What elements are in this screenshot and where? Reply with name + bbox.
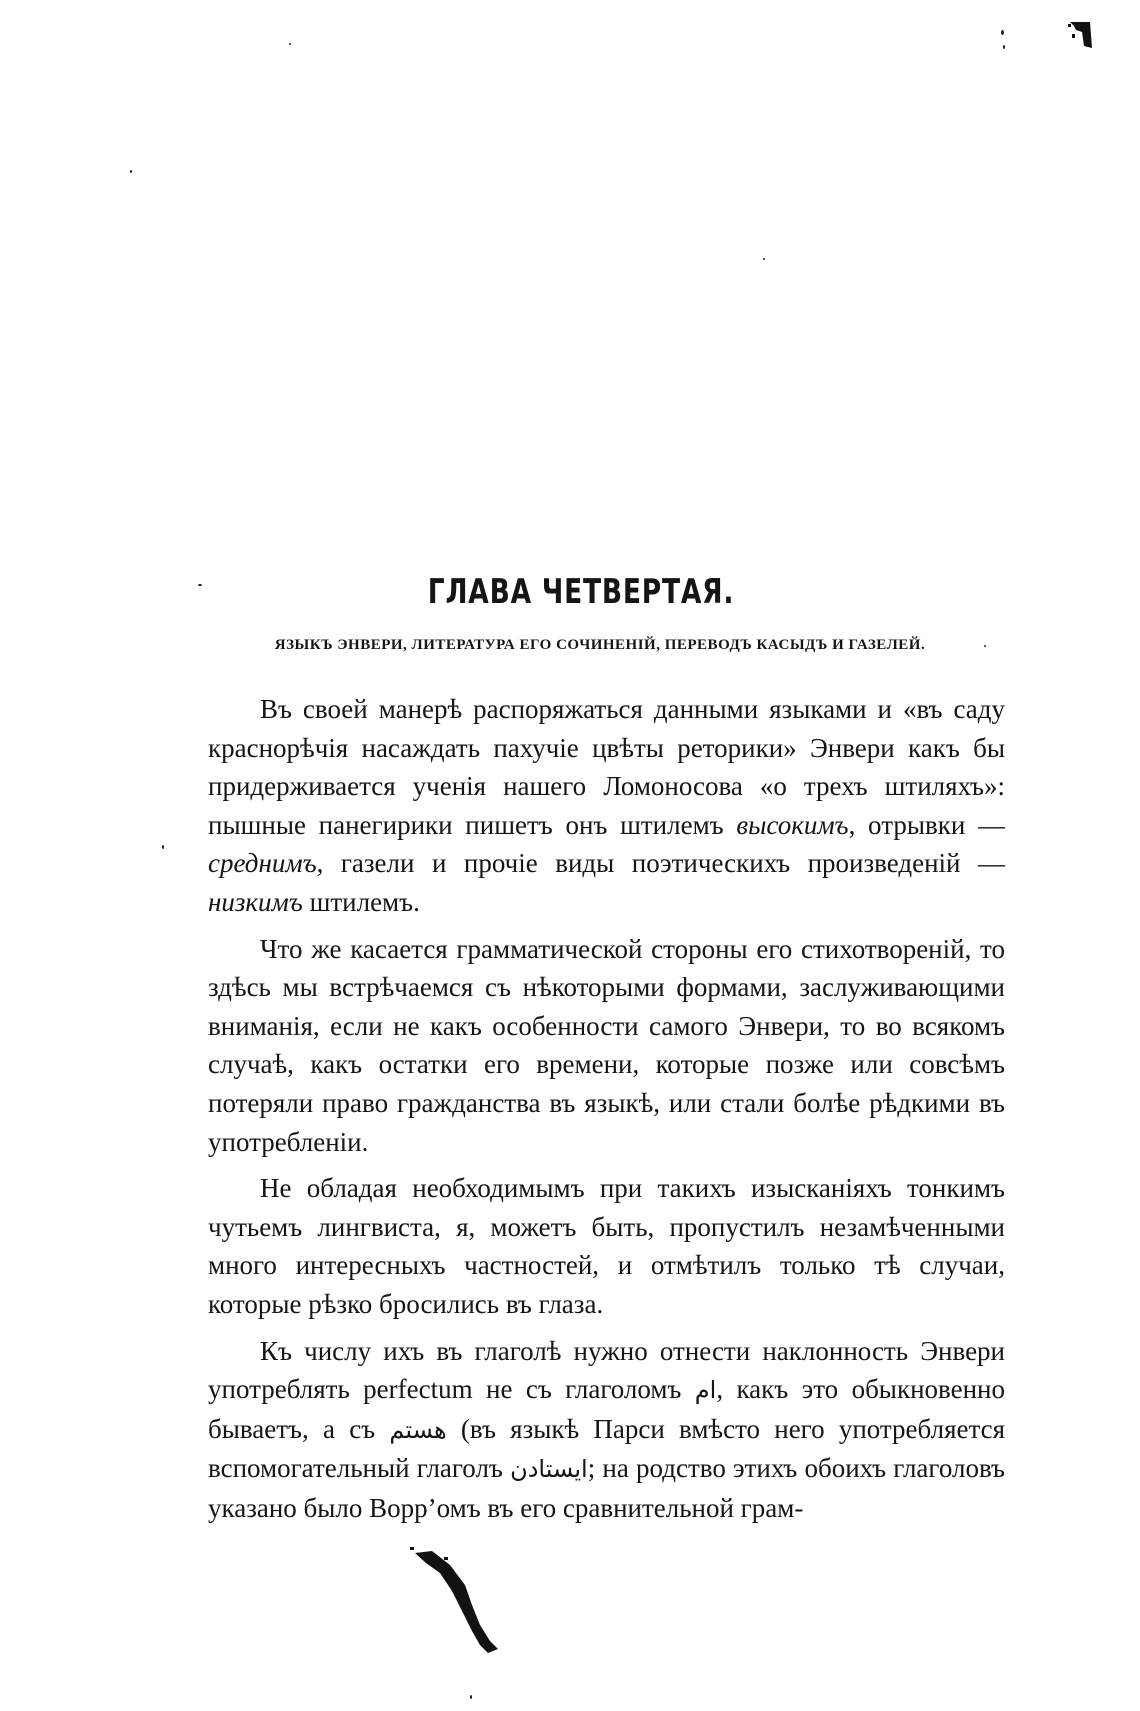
italic-term: низкимъ xyxy=(208,886,303,917)
scan-speck xyxy=(289,43,291,45)
paragraph-4: Къ числу ихъ въ глаголѣ нужно отнести наклонность Энвери употреблять perfectum не съ глаголомъ ام, какъ это обыкновенно бываетъ, а съ هستم (въ языкѣ Парси вмѣсто него употребляется вспомогательный глаголъ ایستادن; на родство этихъ обоихъ глаголовъ указано было Bopp’омъ въ его сравнительной грам- xyxy=(208,1335,1005,1523)
scan-speck xyxy=(1001,30,1004,35)
scan-speck xyxy=(470,1695,472,1699)
paragraph-1: Въ своей манерѣ распоряжаться данными языками и «въ саду краснорѣчія насаждать пахучіе цвѣты реторики» Энвери какъ бы придерживается ученія нашего Ломоносова «о трехъ штиляхъ»: пышные панегирики пишетъ онъ штилемъ высокимъ, отрывки — среднимъ, газели и прочіе виды поэтическихъ произведеній — низкимъ штилемъ. xyxy=(208,694,1006,917)
scan-speck xyxy=(763,258,765,260)
scan-speck xyxy=(130,170,132,173)
scan-artifact-smudge xyxy=(410,1545,520,1655)
italic-term: высокимъ xyxy=(736,809,849,840)
arabic-word: هستم xyxy=(389,1415,447,1444)
chapter-subtitle: ЯЗЫКЪ ЭНВЕРИ, ЛИТЕРАТУРА ЕГО СОЧИНЕНІЙ, ПЕРЕВОДЪ КАСЫДЪ И ГАЗЕЛЕЙ. xyxy=(274,637,926,653)
body-text xyxy=(208,690,1005,1535)
scan-artifact-corner xyxy=(1068,20,1094,50)
paragraph-2: Что же касается грамматической стороны его стихотвореній, то здѣсь мы встрѣчаемся съ нѣкоторыми формами, заслуживающими вниманія, если не какъ особенности самого Энвери, то во всякомъ случаѣ, какъ остатки его времени, которые позже или совсѣмъ потеряли право гражданства въ языкѣ, или стали болѣе рѣдкими въ употребленіи. xyxy=(208,933,1005,1157)
paragraph-3: Не обладая необходимымъ при такихъ изысканіяхъ тонкимъ чутьемъ лингвиста, я, можетъ быть, пропустилъ незамѣченными много интересныхъ частностей, и отмѣтилъ только тѣ случаи, которые рѣзко бросились въ глаза. xyxy=(208,1173,1005,1319)
scan-speck xyxy=(1003,45,1005,49)
scan-speck xyxy=(162,845,164,849)
arabic-word: ایستادن xyxy=(510,1455,588,1484)
chapter-title: ГЛАВА ЧЕТВЕРТАЯ. xyxy=(427,572,735,612)
arabic-word: ام xyxy=(694,1376,717,1405)
italic-term: среднимъ xyxy=(208,848,317,879)
